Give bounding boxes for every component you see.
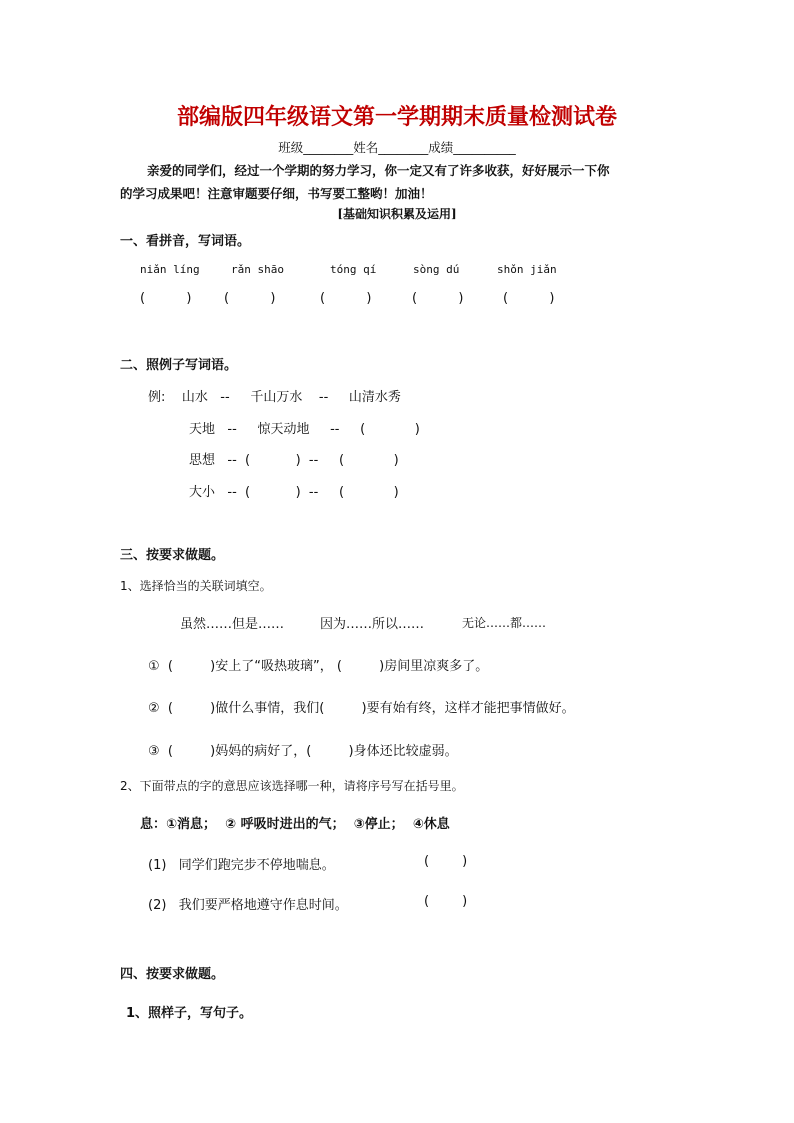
question-3-2-label: 2、下面带点的字的意思应该选择哪一种，请将序号写在括号里。: [120, 779, 464, 793]
pinyin-2: rǎn shāo: [231, 263, 284, 276]
intro-line-1: 亲爱的同学们，经过一个学期的努力学习，你一定又有了许多收获，好好展示一下你: [147, 163, 610, 178]
fill-blank-2[interactable]: ② ( )做什么事情，我们( )要有始有终，这样才能把事情做好。: [148, 701, 575, 716]
sentence-1: (1) 同学们跑完步不停地喘息。: [148, 858, 335, 873]
intro-line-2: 的学习成果吧！注意审题要仔细，书写要工整哟！加油！: [120, 186, 433, 201]
sentence-1-bracket[interactable]: ( ): [424, 854, 468, 869]
answer-bracket-2[interactable]: ( ): [224, 291, 276, 306]
conjunction-option-3: 无论……都……: [462, 616, 547, 630]
fill-blank-3[interactable]: ③ ( )妈妈的病好了，( )身体还比较虚弱。: [148, 744, 458, 759]
example-row: 例: 山水 -- 千山万水 -- 山清水秀: [148, 390, 401, 405]
word-row-sixiang[interactable]: 思想 -- ( ) -- ( ): [189, 453, 399, 468]
page-title: 部编版四年级语文第一学期期末质量检测试卷: [176, 104, 617, 130]
question-4-1-label: 1、照样子，写句子。: [126, 1006, 253, 1021]
word-row-daxiao[interactable]: 大小 -- ( ) -- ( ): [189, 485, 399, 500]
answer-bracket-5[interactable]: ( ): [503, 291, 555, 306]
fill-blank-1[interactable]: ① ( )安上了“吸热玻璃”， ( )房间里凉爽多了。: [148, 659, 489, 674]
pinyin-4: sòng dú: [413, 263, 460, 276]
conjunction-option-2: 因为……所以……: [320, 617, 425, 632]
meaning-options: 息：①消息； ② 呼吸时进出的气； ③停止； ④休息: [140, 817, 450, 832]
conjunction-option-1: 虽然……但是……: [180, 617, 285, 632]
sentence-2-bracket[interactable]: ( ): [424, 894, 468, 909]
section-2-heading: 二、照例子写词语。: [120, 358, 238, 373]
pinyin-5: shǒn jiǎn: [497, 263, 557, 276]
answer-bracket-4[interactable]: ( ): [412, 291, 464, 306]
answer-bracket-1[interactable]: ( ): [140, 291, 192, 306]
pinyin-3: tóng qí: [330, 263, 377, 276]
student-info-line: 班级________姓名________成绩__________: [278, 140, 516, 155]
answer-bracket-3[interactable]: ( ): [320, 291, 372, 306]
section-1-heading: 一、看拼音，写词语。: [120, 234, 251, 249]
pinyin-1: niǎn líng: [140, 263, 200, 276]
section-3-heading: 三、按要求做题。: [120, 548, 225, 563]
sentence-2: (2) 我们要严格地遵守作息时间。: [148, 898, 348, 913]
word-row-tiandi[interactable]: 天地 -- 惊天动地 -- ( ): [189, 422, 420, 437]
section-tag: [基础知识积累及运用]: [337, 207, 457, 221]
question-3-1-label: 1、选择恰当的关联词填空。: [120, 579, 272, 593]
section-4-heading: 四、按要求做题。: [120, 967, 225, 982]
